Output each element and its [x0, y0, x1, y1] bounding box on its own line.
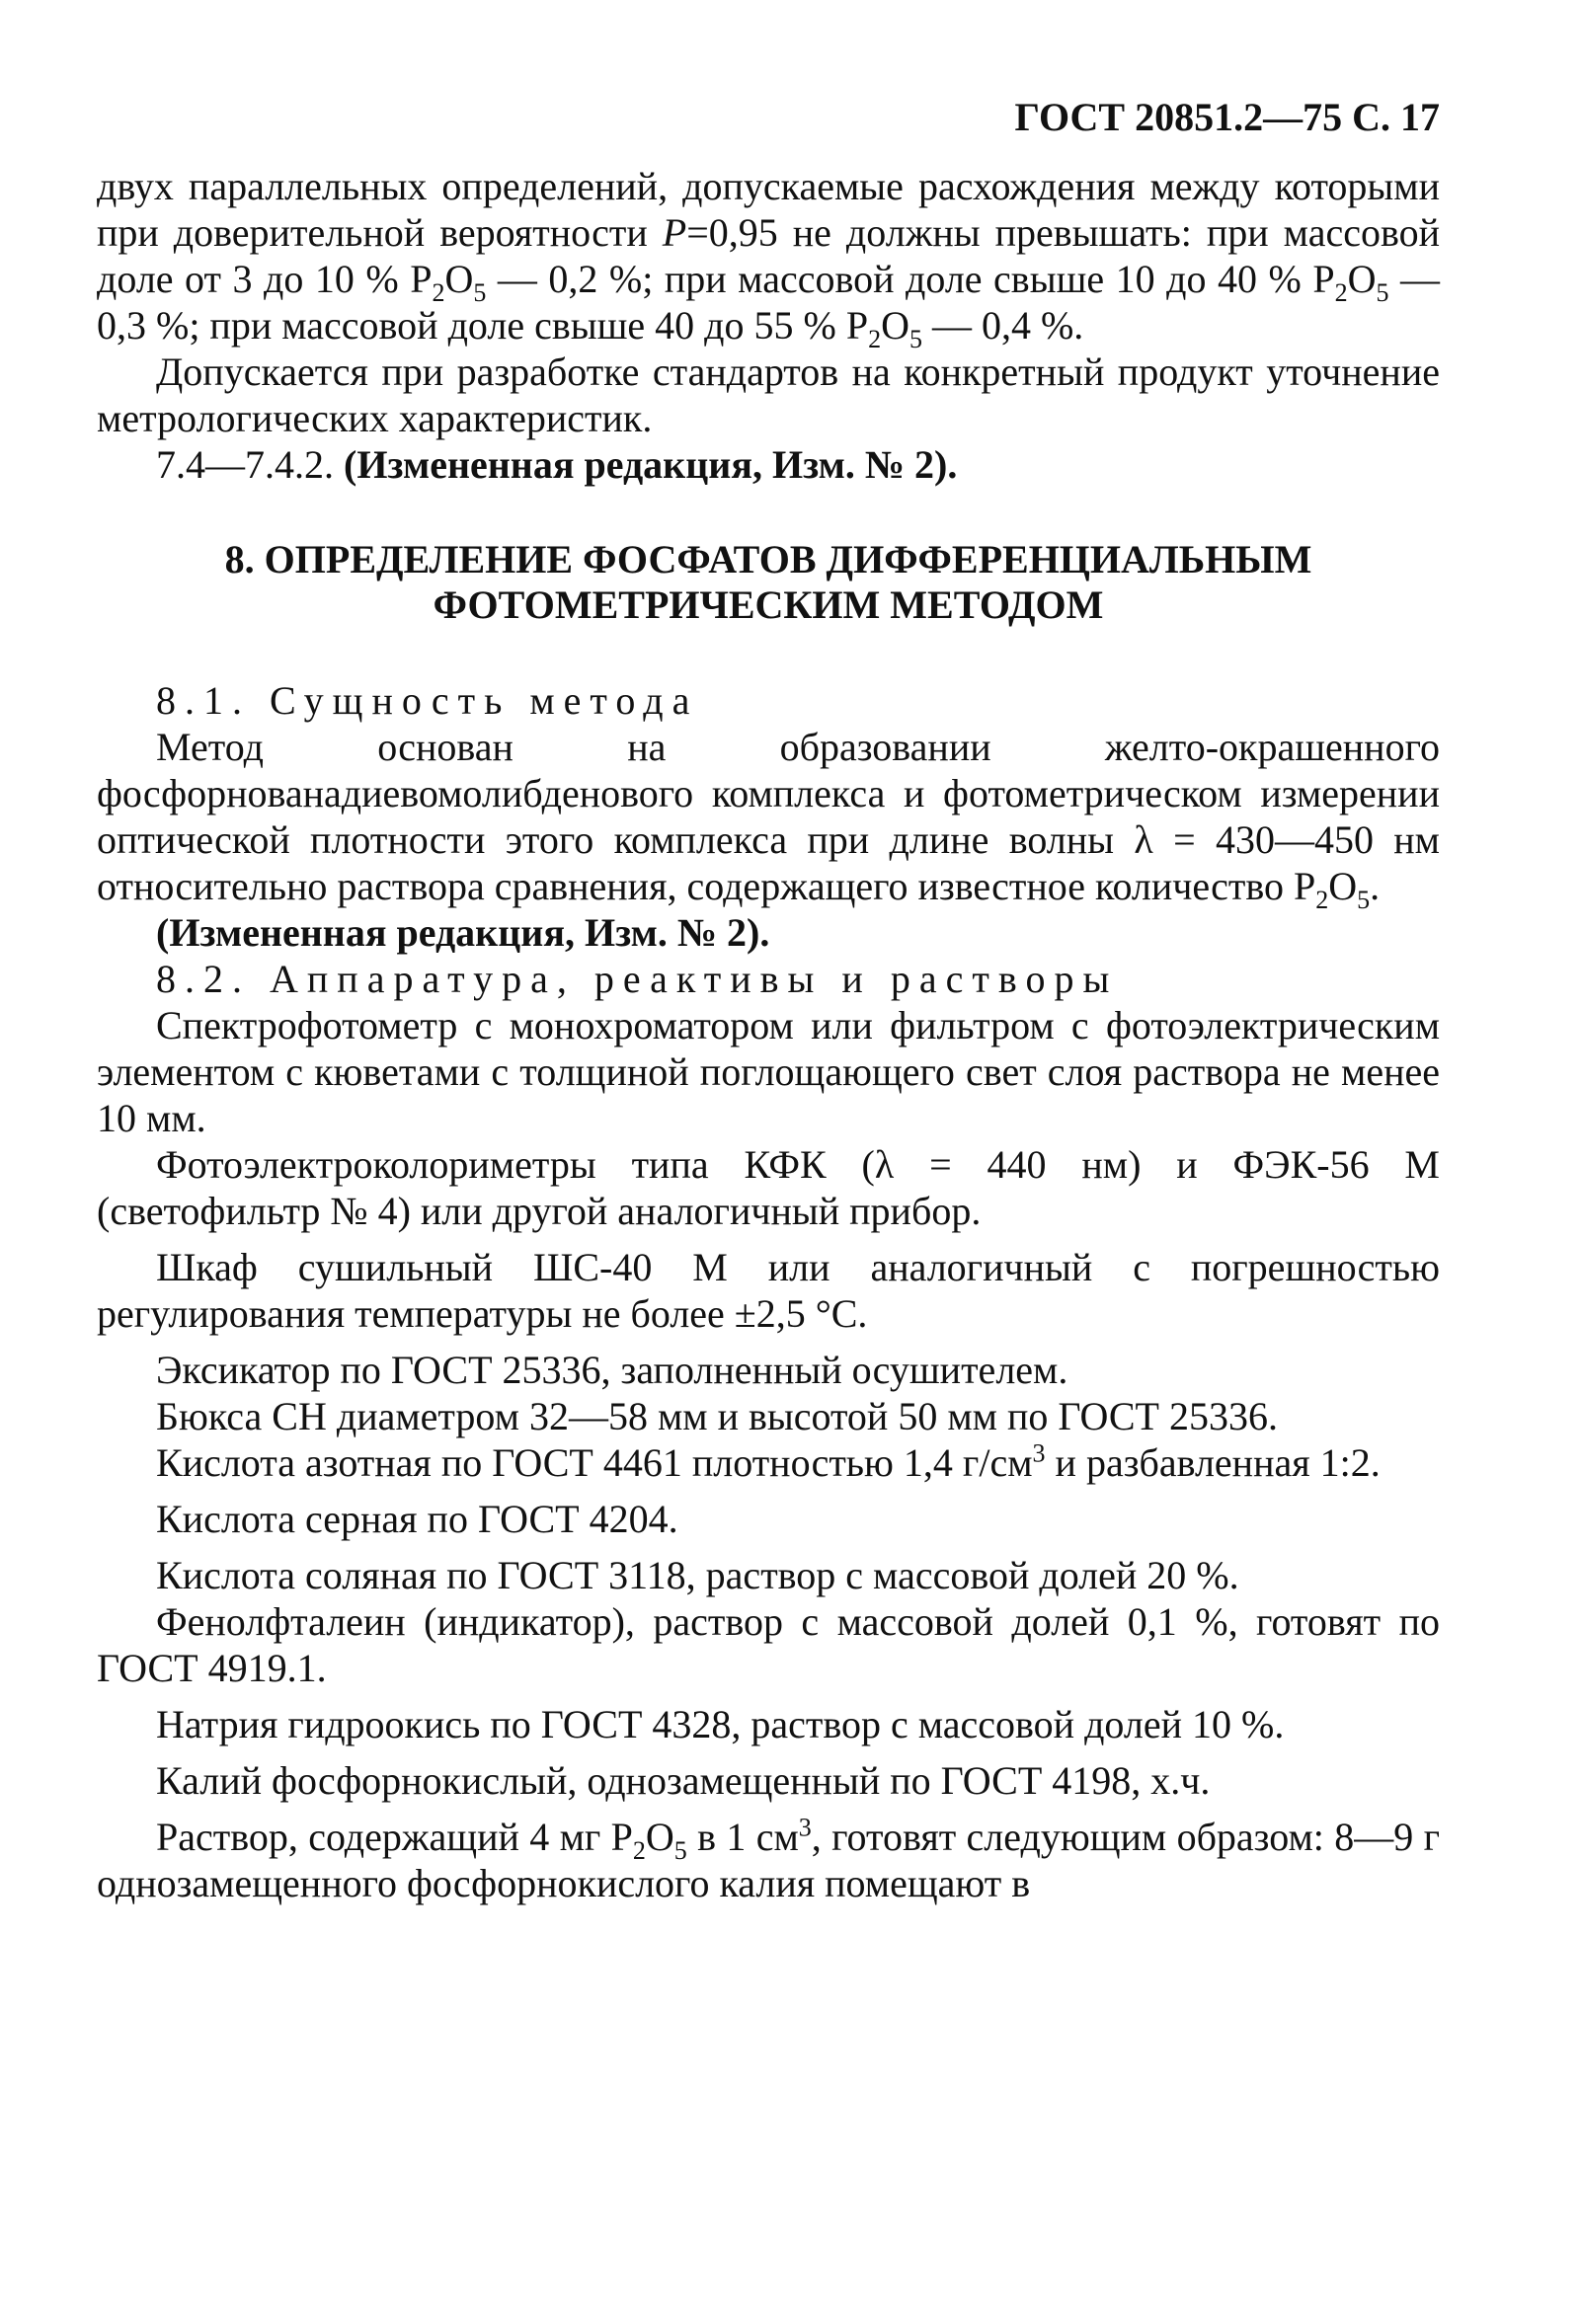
list-item: Эксикатор по ГОСТ 25336, заполненный осушителем. — [156, 1348, 1068, 1392]
subsection-heading-8-2: 8.2. Аппаратура, реактивы и растворы — [156, 957, 1119, 1001]
list-item: Фотоэлектроколориметры типа КФК (λ = 440 нм) и ФЭК-56 М (светофильтр № 4) или другой аналогичный прибор. — [97, 1142, 1440, 1233]
paragraph-amendment: 7.4—7.4.2. (Измененная редакция, Изм. № 2). — [156, 442, 958, 487]
list-item: Шкаф сушильный ШС-40 М или аналогичный с погрешностью регулирования температуры не более ±2,5 °С. — [97, 1245, 1440, 1336]
document-page — [97, 94, 1440, 1906]
paragraph-solution-prep: Раствор, содержащий 4 мг $P_2O_5$ в 1 $см^3$, готовят следующим образом: 8—9 г однозамещенного фосфорнокислого калия помещают в — [97, 1813, 1441, 1905]
list-item: Натрия гидроокись по ГОСТ 4328, раствор с массовой долей 10 %. — [156, 1702, 1285, 1746]
amendment-note: (Измененная редакция, Изм. № 2). — [156, 910, 770, 955]
section-title: 8. ОПРЕДЕЛЕНИЕ ФОСФАТОВ ДИФФЕРЕНЦИАЛЬНЫМ ФОТОМЕТРИЧЕСКИМ МЕТОДОМ — [224, 537, 1312, 627]
list-item: Фенолфталеин (индикатор), раствор с массовой долей 0,1 %, готовят по ГОСТ 4919.1. — [97, 1599, 1440, 1690]
paragraph-precision: двух параллельных определений, допускаемые расхождения между которыми при доверительной вероятности P=0,95 не должны превышать: при массовой доле от 3 до 10 % $P_2O_5$ — 0,2 %; при массовой доле свыше 10 до 40 % $P_2O_5$ — 0,3 %; при массовой доле свыше 40 до 55 % $P_2O_5$ — 0,4 %. — [97, 164, 1441, 353]
paragraph-method-essence: Метод основан на образовании желто-окрашенного фосфорнованадиевомолибденового комплекса и фотометрическом измерении оптической плотности этого комплекса при длине волны λ = 430—450 нм относительно раствора сравнения, содержащего известное количество $P_2O_5$. — [97, 725, 1440, 914]
page-header: ГОСТ 20851.2—75 С. 17 — [1014, 95, 1440, 139]
list-item: Кислота серная по ГОСТ 4204. — [156, 1497, 678, 1541]
paragraph-allowance: Допускается при разработке стандартов на конкретный продукт уточнение метрологических характеристик. — [97, 349, 1440, 440]
list-item: Кислота соляная по ГОСТ 3118, раствор с массовой долей 20 %. — [156, 1553, 1239, 1597]
list-item: Бюкса СН диаметром 32—58 мм и высотой 50 мм по ГОСТ 25336. — [156, 1394, 1278, 1438]
list-item: Калий фосфорнокислый, однозамещенный по ГОСТ 4198, х.ч. — [156, 1758, 1211, 1803]
list-item-nitric-acid: Кислота азотная по ГОСТ 4461 плотностью 1,4 $г/см^3$ и разбавленная 1:2. — [156, 1438, 1381, 1485]
list-item: Спектрофотометр с монохроматором или фильтром с фотоэлектрическим элементом с кюветами с толщиной поглощающего свет слоя раствора не менее 10 мм. — [97, 1003, 1440, 1140]
subsection-heading-8-1: 8.1. Сущность метода — [156, 678, 699, 723]
